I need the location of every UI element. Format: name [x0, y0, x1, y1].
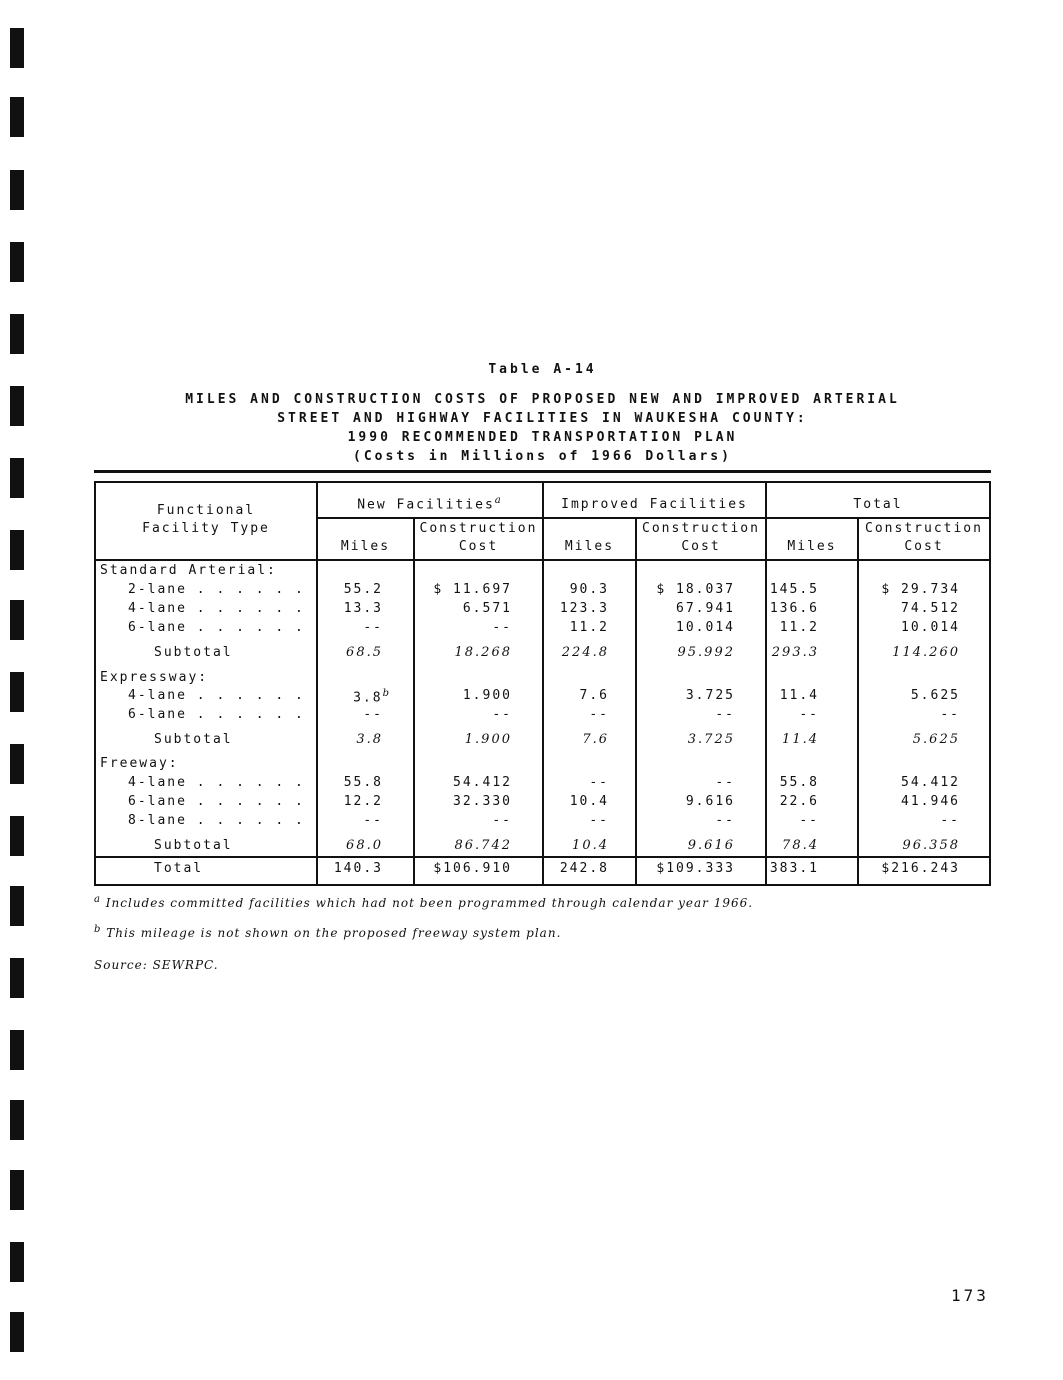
cell-tc — [859, 620, 960, 635]
title-rule — [94, 470, 991, 473]
cell-value: -- — [799, 813, 819, 828]
cell-tc — [859, 813, 960, 828]
binding-mark — [10, 242, 24, 282]
cell-value: 74.512 — [901, 601, 960, 616]
subtotal-im: 10.4 — [572, 838, 609, 853]
cell-tm — [767, 620, 819, 635]
row-facility-type: 4-lane . . . . . . — [128, 601, 305, 616]
binding-mark — [10, 530, 24, 570]
header-functional: Functional — [156, 503, 256, 518]
cell-tm — [767, 813, 819, 828]
cell-value: 41.946 — [901, 794, 960, 809]
total-label: Total — [154, 861, 204, 876]
subtotal-ic: 95.992 — [677, 645, 735, 660]
cell-tc — [859, 582, 960, 597]
subtotal-label: Subtotal — [154, 732, 233, 747]
subtotal-tm: 293.3 — [771, 645, 819, 660]
cell-value: -- — [715, 775, 735, 790]
header-miles: Miles — [787, 539, 837, 554]
cell-value: 10.014 — [901, 620, 960, 635]
cell-value: 7.6 — [579, 688, 609, 703]
cell-value: -- — [589, 813, 609, 828]
cell-value: 10.4 — [569, 794, 609, 809]
binding-mark — [10, 458, 24, 498]
footnote-a-text: Includes committed facilities which had not been programmed through calendar year 1966. — [105, 896, 754, 910]
row-facility-type: 4-lane . . . . . . — [128, 688, 305, 703]
cell-value: 9.616 — [685, 794, 735, 809]
cell-ic — [637, 582, 735, 597]
cell-nc — [415, 601, 512, 616]
cell-im — [544, 688, 609, 703]
page-number: 173 — [951, 1286, 989, 1305]
cell-value: 32.330 — [453, 794, 512, 809]
table-title-block — [94, 362, 991, 472]
header-cost: Cost — [681, 539, 721, 554]
cell-value: 6.571 — [462, 601, 512, 616]
cell-nm — [318, 794, 383, 809]
header-divider — [316, 517, 989, 519]
cell-ic — [637, 794, 735, 809]
cell-value: -- — [940, 707, 960, 722]
cell-value: -- — [589, 707, 609, 722]
group-label: Standard Arterial: — [100, 563, 277, 578]
cell-tc — [859, 775, 960, 790]
binding-mark — [10, 170, 24, 210]
header-facility-type: Facility Type — [142, 521, 270, 536]
total-tm: 383.1 — [769, 861, 819, 876]
group-label: Expressway: — [100, 670, 209, 685]
subtotal-nc: 18.268 — [454, 645, 512, 660]
cell-value: -- — [492, 707, 512, 722]
cell-im — [544, 775, 609, 790]
cell-value: -- — [715, 813, 735, 828]
cell-ic — [637, 620, 735, 635]
footnote-marker-b: b — [382, 688, 391, 699]
subtotal-nm: 68.5 — [346, 645, 383, 660]
binding-mark — [10, 886, 24, 926]
cell-nc — [415, 775, 512, 790]
cell-ic — [637, 707, 735, 722]
cell-im — [544, 813, 609, 828]
title-line-2: STREET AND HIGHWAY FACILITIES IN WAUKESHA COUNTY: — [277, 411, 808, 426]
total-nm: 140.3 — [333, 861, 383, 876]
row-facility-type: 8-lane . . . . . . — [128, 813, 305, 828]
subtotal-label: Subtotal — [154, 838, 233, 853]
subtotal-tc: 96.358 — [902, 838, 960, 853]
total-ic: $109.333 — [656, 861, 735, 876]
subtotal-tm: 11.4 — [782, 732, 819, 747]
cell-value: -- — [715, 707, 735, 722]
header-new-facilities — [318, 495, 542, 512]
header-bottom-rule — [96, 559, 989, 561]
cell-value: 55.8 — [779, 775, 819, 790]
title-line-3: 1990 RECOMMENDED TRANSPORTATION PLAN — [347, 430, 738, 445]
cell-ic — [637, 813, 735, 828]
cell-nm — [318, 582, 383, 597]
row-facility-type: 2-lane . . . . . . — [128, 582, 305, 597]
total-tc: $216.243 — [881, 861, 960, 876]
binding-mark — [10, 744, 24, 784]
cell-ic — [637, 601, 735, 616]
cell-value: 10.014 — [676, 620, 735, 635]
cell-value: 5.625 — [910, 688, 960, 703]
header-improved-facilities: Improved Facilities — [561, 497, 748, 512]
footnote-a-marker: a — [94, 894, 101, 905]
cell-im — [544, 707, 609, 722]
subtotal-nc: 86.742 — [454, 838, 512, 853]
footnote-a — [94, 894, 753, 910]
row-facility-type: 6-lane . . . . . . — [128, 620, 305, 635]
cell-value: -- — [589, 775, 609, 790]
binding-mark — [10, 600, 24, 640]
subtotal-tc: 5.625 — [912, 732, 960, 747]
cell-tm — [767, 601, 819, 616]
cell-value: 90.3 — [569, 582, 609, 597]
title-line-4: (Costs in Millions of 1966 Dollars) — [353, 449, 732, 464]
cell-value: 54.412 — [453, 775, 512, 790]
cell-value: 55.8 — [343, 775, 383, 790]
cell-value: $ 29.734 — [881, 582, 960, 597]
cell-nm — [318, 775, 383, 790]
total-im: 242.8 — [559, 861, 609, 876]
subtotal-ic: 3.725 — [687, 732, 735, 747]
cell-ic — [637, 775, 735, 790]
cell-value: 136.6 — [769, 601, 819, 616]
binding-mark — [10, 816, 24, 856]
cell-tm — [767, 582, 819, 597]
cell-value: 11.2 — [779, 620, 819, 635]
cell-value: -- — [492, 813, 512, 828]
subtotal-label: Subtotal — [154, 645, 233, 660]
cell-nm — [318, 601, 383, 616]
cell-im — [544, 620, 609, 635]
cell-value: -- — [940, 813, 960, 828]
cell-value: $ 18.037 — [656, 582, 735, 597]
cell-value: 12.2 — [343, 794, 383, 809]
header-construction: Construction — [419, 521, 538, 536]
row-facility-type: 6-lane . . . . . . — [128, 794, 305, 809]
footnote-b-text: This mileage is not shown on the proposed freeway system plan. — [106, 926, 562, 940]
cell-tc — [859, 601, 960, 616]
binding-mark — [10, 958, 24, 998]
row-facility-type: 4-lane . . . . . . — [128, 775, 305, 790]
subtotal-tm: 78.4 — [782, 838, 819, 853]
header-miles: Miles — [564, 539, 615, 554]
cell-value: 3.8 — [353, 690, 383, 706]
binding-mark — [10, 1170, 24, 1210]
binding-mark — [10, 1100, 24, 1140]
subtotal-im: 7.6 — [582, 732, 609, 747]
source-note: Source: SEWRPC. — [94, 958, 219, 972]
cell-tm — [767, 688, 819, 703]
table-number: Table A-14 — [488, 362, 597, 377]
binding-mark — [10, 28, 24, 68]
cell-value: $ 11.697 — [433, 582, 512, 597]
header-cost: Cost — [904, 539, 944, 554]
cell-nc — [415, 794, 512, 809]
cell-value: 11.2 — [569, 620, 609, 635]
cell-im — [544, 582, 609, 597]
footnote-b-marker: b — [94, 924, 102, 935]
cell-nm — [318, 620, 383, 635]
binding-mark — [10, 1242, 24, 1282]
cell-value: 11.4 — [779, 688, 819, 703]
cell-nc — [415, 707, 512, 722]
cell-value: -- — [492, 620, 512, 635]
cell-value: 67.941 — [676, 601, 735, 616]
binding-mark — [10, 314, 24, 354]
subtotal-im: 224.8 — [561, 645, 609, 660]
cell-tm — [767, 707, 819, 722]
subtotal-nm: 3.8 — [356, 732, 383, 747]
cell-tc — [859, 794, 960, 809]
subtotal-nc: 1.900 — [464, 732, 512, 747]
cell-value: 145.5 — [769, 582, 819, 597]
cell-value: -- — [363, 620, 383, 635]
binding-mark — [10, 1312, 24, 1352]
cell-tc — [859, 707, 960, 722]
cell-value: 55.2 — [343, 582, 383, 597]
cell-tm — [767, 794, 819, 809]
row-facility-type: 6-lane . . . . . . — [128, 707, 305, 722]
cell-value: 123.3 — [559, 601, 609, 616]
footnote-marker-a: a — [494, 495, 503, 506]
binding-mark — [10, 1030, 24, 1070]
cell-value: 54.412 — [901, 775, 960, 790]
cell-value: 22.6 — [779, 794, 819, 809]
cell-value: -- — [363, 813, 383, 828]
cell-nm — [318, 813, 383, 828]
cell-nc — [415, 688, 512, 703]
cell-nc — [415, 620, 512, 635]
data-table — [94, 481, 991, 886]
title-line-1: MILES AND CONSTRUCTION COSTS OF PROPOSED NEW AND IMPROVED ARTERIAL — [185, 392, 900, 407]
cell-value: -- — [799, 707, 819, 722]
cell-tc — [859, 688, 960, 703]
cell-tm — [767, 775, 819, 790]
subtotal-nm: 68.0 — [346, 838, 383, 853]
cell-im — [544, 601, 609, 616]
binding-mark — [10, 97, 24, 137]
cell-value: -- — [363, 707, 383, 722]
header-construction: Construction — [642, 521, 760, 536]
cell-ic — [637, 688, 735, 703]
subtotal-tc: 114.260 — [892, 645, 960, 660]
footnote-b — [94, 924, 561, 940]
cell-value: 1.900 — [462, 688, 512, 703]
header-new-facilities-label: New Facilities — [357, 497, 495, 513]
binding-mark — [10, 386, 24, 426]
cell-nm — [318, 707, 383, 722]
total-nc: $106.910 — [433, 861, 512, 876]
header-miles: Miles — [340, 539, 391, 554]
cell-im — [544, 794, 609, 809]
cell-nm — [318, 688, 391, 705]
header-total: Total — [853, 497, 903, 512]
cell-nc — [415, 813, 512, 828]
binding-mark — [10, 672, 24, 712]
header-construction: Construction — [865, 521, 983, 536]
cell-value: 13.3 — [343, 601, 383, 616]
total-rule — [96, 856, 989, 858]
subtotal-ic: 9.616 — [687, 838, 735, 853]
header-cost: Cost — [458, 539, 499, 554]
cell-value: 3.725 — [685, 688, 735, 703]
group-label: Freeway: — [100, 756, 179, 771]
cell-nc — [415, 582, 512, 597]
